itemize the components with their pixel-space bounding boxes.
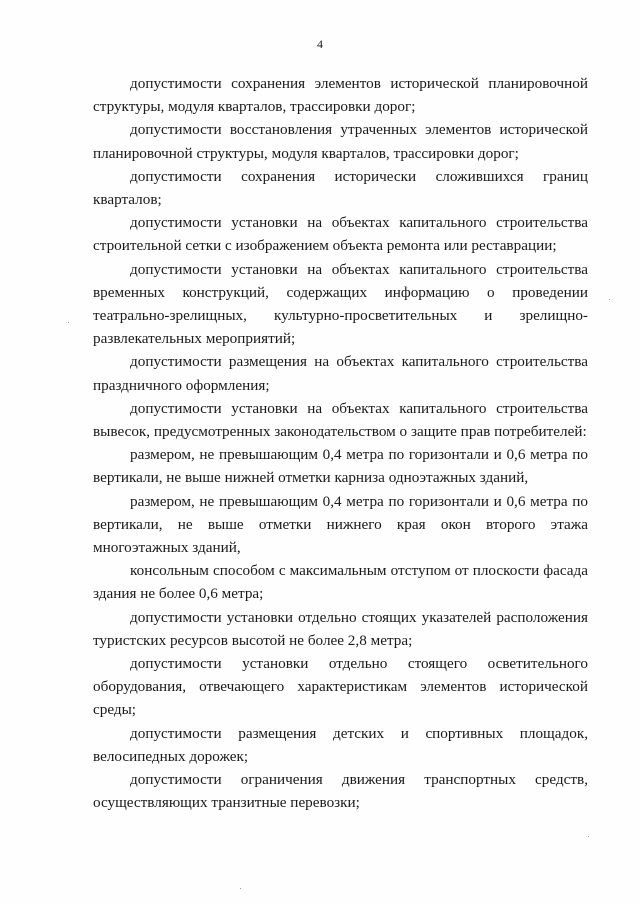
paragraph: допустимости ограничения движения транспортных средств, осуществляющих транзитные перевозки; <box>93 771 588 812</box>
paragraph: допустимости установки на объектах капитального строительства строительной сетки с изображением объекта ремонта или реставрации; <box>93 214 588 255</box>
scan-speck <box>240 888 241 889</box>
paragraph: допустимости сохранения элементов исторической планировочной структуры, модуля кварталов, трассировки дорог; <box>93 75 588 116</box>
scan-speck <box>609 299 610 300</box>
page-number: 4 <box>317 37 323 51</box>
paragraph: допустимости размещения на объектах капитального строительства праздничного оформления; <box>93 353 588 394</box>
paragraph: допустимости установки на объектах капитального строительства вывесок, предусмотренных законодательством о защите прав потребителей: <box>93 399 588 441</box>
paragraph: допустимости установки отдельно стоящего осветительного оборудования, отвечающего характеристикам элементов исторической среды; <box>93 655 588 719</box>
paragraph: консольным способом с максимальным отступом от плоскости фасада здания не более 0,6 метра; <box>93 562 588 603</box>
scan-speck <box>588 836 589 837</box>
paragraph: размером, не превышающим 0,4 метра по горизонтали и 0,6 метра по вертикали, не выше отметки нижнего края окон второго этажа многоэтажных зданий, <box>93 492 588 557</box>
paragraph: допустимости установки отдельно стоящих указателей расположения туристских ресурсов высотой не более 2,8 метра; <box>93 608 588 649</box>
paragraph: допустимости сохранения исторически сложившихся границ кварталов; <box>93 167 588 209</box>
paragraph: размером, не превышающим 0,4 метра по горизонтали и 0,6 метра по вертикали, не выше нижней отметки карниза одноэтажных зданий, <box>93 446 588 487</box>
paragraph: допустимости восстановления утраченных элементов исторической планировочной структуры, модуля кварталов, трассировки дорог; <box>93 121 588 162</box>
scan-speck <box>68 322 69 323</box>
paragraph: допустимости установки на объектах капитального строительства временных конструкций, содержащих информацию о проведении театрально-зрелищных, культурно-просветительных и зрелищно-развлекательных мероприятий; <box>93 260 588 348</box>
paragraph: допустимости размещения детских и спортивных площадок, велосипедных дорожек; <box>93 724 588 765</box>
document-body <box>93 72 588 815</box>
